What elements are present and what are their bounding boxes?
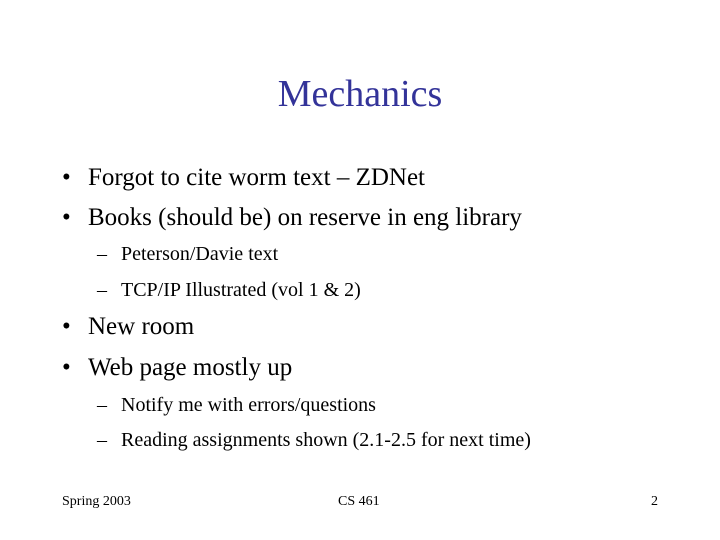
dash-icon: – [97, 394, 107, 416]
footer-date: Spring 2003 [62, 494, 131, 509]
sub-bullet-item [97, 427, 531, 453]
footer-course: CS 461 [338, 494, 380, 509]
dash-icon: – [97, 429, 107, 451]
bullet-item [62, 311, 194, 343]
sub-bullet-item [97, 277, 361, 303]
sub-bullet-text: Peterson/Davie text [121, 243, 279, 265]
slide-title: Mechanics [277, 73, 443, 115]
bullet-icon: • [62, 354, 71, 381]
bullet-icon: • [62, 313, 71, 340]
bullet-text: Forgot to cite worm text – ZDNet [88, 164, 425, 191]
bullet-icon: • [62, 204, 71, 231]
bullet-icon: • [62, 164, 71, 191]
footer-page-number: 2 [651, 494, 658, 509]
dash-icon: – [97, 279, 107, 301]
sub-bullet-text: Reading assignments shown (2.1-2.5 for next time) [121, 429, 531, 451]
sub-bullet-item [97, 241, 278, 267]
bullet-text: Web page mostly up [88, 354, 293, 381]
bullet-item [62, 202, 522, 234]
bullet-item [62, 352, 292, 384]
sub-bullet-text: TCP/IP Illustrated (vol 1 & 2) [121, 279, 361, 301]
sub-bullet-item [97, 392, 376, 418]
bullet-text: Books (should be) on reserve in eng library [88, 204, 522, 231]
bullet-text: New room [88, 313, 195, 340]
sub-bullet-text: Notify me with errors/questions [121, 394, 376, 416]
dash-icon: – [97, 243, 107, 265]
bullet-item [62, 162, 425, 194]
